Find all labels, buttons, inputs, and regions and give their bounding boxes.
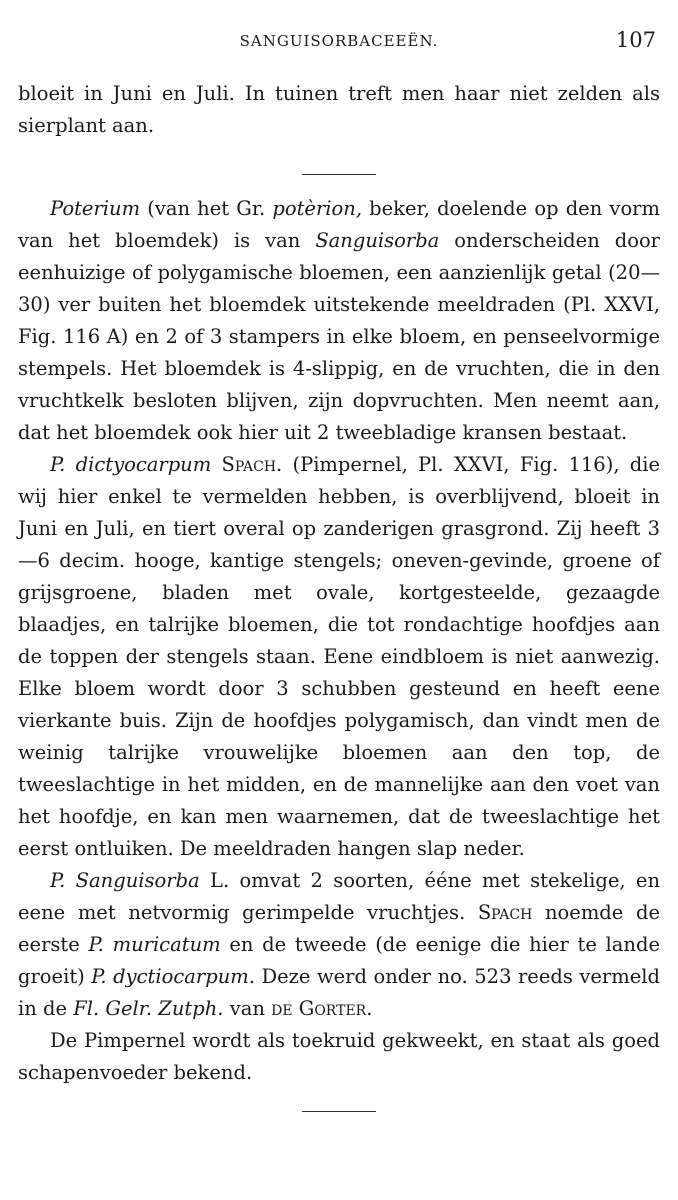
paragraph-sanguisorba [18, 865, 660, 1025]
paragraph-text: omvat 2 soorten, ééne met stekelige, en eene met netvormig gerimpelde vruchtjes. [18, 869, 660, 924]
genus-name: Poterium [50, 197, 141, 220]
species-name: P. Sanguisorba [50, 869, 200, 892]
paragraph-text: van [223, 997, 272, 1020]
species-name: P. muricatum [88, 933, 221, 956]
paragraph-poterium [18, 193, 660, 449]
paragraph-text: beker, doelende op den vorm van het bloemdek) is van [18, 197, 660, 252]
author-name: de Gorter. [271, 997, 373, 1020]
paragraph-pimpernel: De Pimpernel wordt als toekruid gekweekt, en staat als goed schapenvoeder bekend. [18, 1029, 660, 1084]
greek-term: potèrion, [272, 197, 363, 220]
paragraph-dictyocarpum [18, 449, 660, 865]
section-divider [302, 174, 376, 175]
flora-reference: Fl. Gelr. Zutph. [73, 997, 224, 1020]
paragraph-text: noemde de eerste [18, 901, 660, 956]
page-body [18, 78, 660, 1112]
end-divider [302, 1111, 376, 1112]
species-name: P. dictyocarpum [50, 453, 212, 476]
paragraph-text: (Pimpernel, Pl. XXVI, Fig. 116), die wij hier enkel te vermelden hebben, is overblijvend, bloeit in Juni en Juli, en tiert overal op zanderigen grasgrond. Zij heeft 3—6 decim. hooge, kantige stengels; oneven-gevinde, groene of grijsgroene, bladen met ovale, kortgesteelde, gezaagde blaadjes, en talrijke bloemen, die tot rondachtige hoofdjes aan de toppen der stengels staan. Eene eindbloem is niet aanwezig. Elke bloem wordt door 3 schubben gesteund en heeft eene vierkante buis. Zijn de hoofdjes polygamisch, dan vindt men de weinig talrijke vrouwelijke bloemen aan den top, de tweeslachtige in het midden, en de mannelijke aan den voet van het hoofdje, en kan men waarnemen, dat de tweeslachtige het eerst ontluiken. De meeldraden hangen slap neder. [18, 453, 661, 860]
paragraph-text: (van het Gr. [140, 197, 273, 220]
author-name: Spach. [221, 453, 283, 476]
species-name: P. dyctiocarpum. [91, 965, 255, 988]
paragraph-text: onderscheiden door eenhuizige of polygamische bloemen, een aanzienlijk getal (20—30) ver buiten het bloemdek uitstekende meeldraden (Pl. XXVI, Fig. 116 A) en 2 of 3 stampers in elke bloem, en penseelvormige stempels. Het bloemdek is 4-slippig, en de vruchten, die in den vruchtkelk besloten blijven, zijn dopvruchten. Men neemt aan, dat het bloemdek ook hier uit 2 tweebladige kransen bestaat. [18, 229, 660, 444]
page-header [18, 28, 660, 54]
genus-name: Sanguisorba [315, 229, 440, 252]
page-number: 107 [615, 28, 656, 52]
paragraph-continuation: bloeit in Juni en Juli. In tuinen treft men haar niet zelden als sierplant aan. [18, 82, 660, 137]
paragraph-text: Deze werd onder no. 523 reeds vermeld in de [18, 965, 660, 1020]
running-title: SANGUISORBACEEËN. [239, 32, 439, 50]
paragraph-text: en de tweede (de eenige die hier te lande groeit) [18, 933, 661, 988]
author-name: L. [210, 869, 230, 892]
author-name: Spach [477, 901, 533, 924]
